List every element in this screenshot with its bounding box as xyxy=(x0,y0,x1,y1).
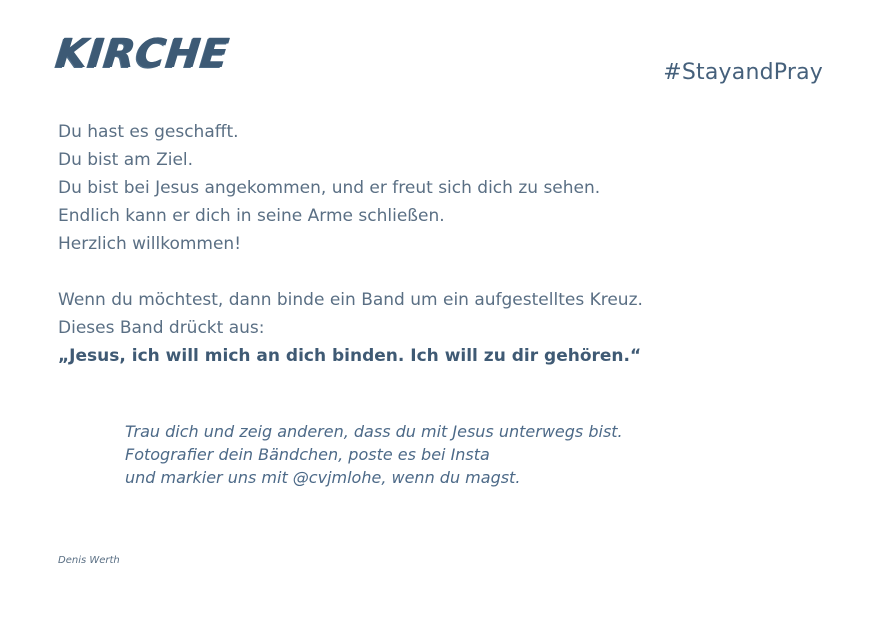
text-line: Du hast es geschafft. xyxy=(58,122,239,142)
kirche-logo: KIRCHE xyxy=(53,31,232,77)
note-line: Fotografier dein Bändchen, poste es bei Insta xyxy=(125,445,490,464)
note-line: Trau dich und zeig anderen, dass du mit Jesus unterwegs bist. xyxy=(125,422,623,441)
text-line: Wenn du möchtest, dann binde ein Band um ein aufgestelltes Kreuz. xyxy=(58,290,643,310)
paragraph-gap xyxy=(58,258,818,286)
hashtag-title: #StayandPray xyxy=(663,60,823,85)
text-line: Du bist am Ziel. xyxy=(58,150,194,170)
main-text-block xyxy=(58,118,818,370)
note-line: und markier uns mit @cvjmlohe, wenn du magst. xyxy=(125,468,521,487)
text-line: Endlich kann er dich in seine Arme schließen. xyxy=(58,206,445,226)
instagram-note xyxy=(125,420,623,489)
quote-line: „Jesus, ich will mich an dich binden. Ich will zu dir gehören.“ xyxy=(58,346,642,366)
text-line: Dieses Band drückt aus: xyxy=(58,318,265,338)
text-line: Herzlich willkommen! xyxy=(58,234,242,254)
author-credit: Denis Werth xyxy=(58,555,120,566)
text-line: Du bist bei Jesus angekommen, und er freut sich dich zu sehen. xyxy=(58,178,601,198)
